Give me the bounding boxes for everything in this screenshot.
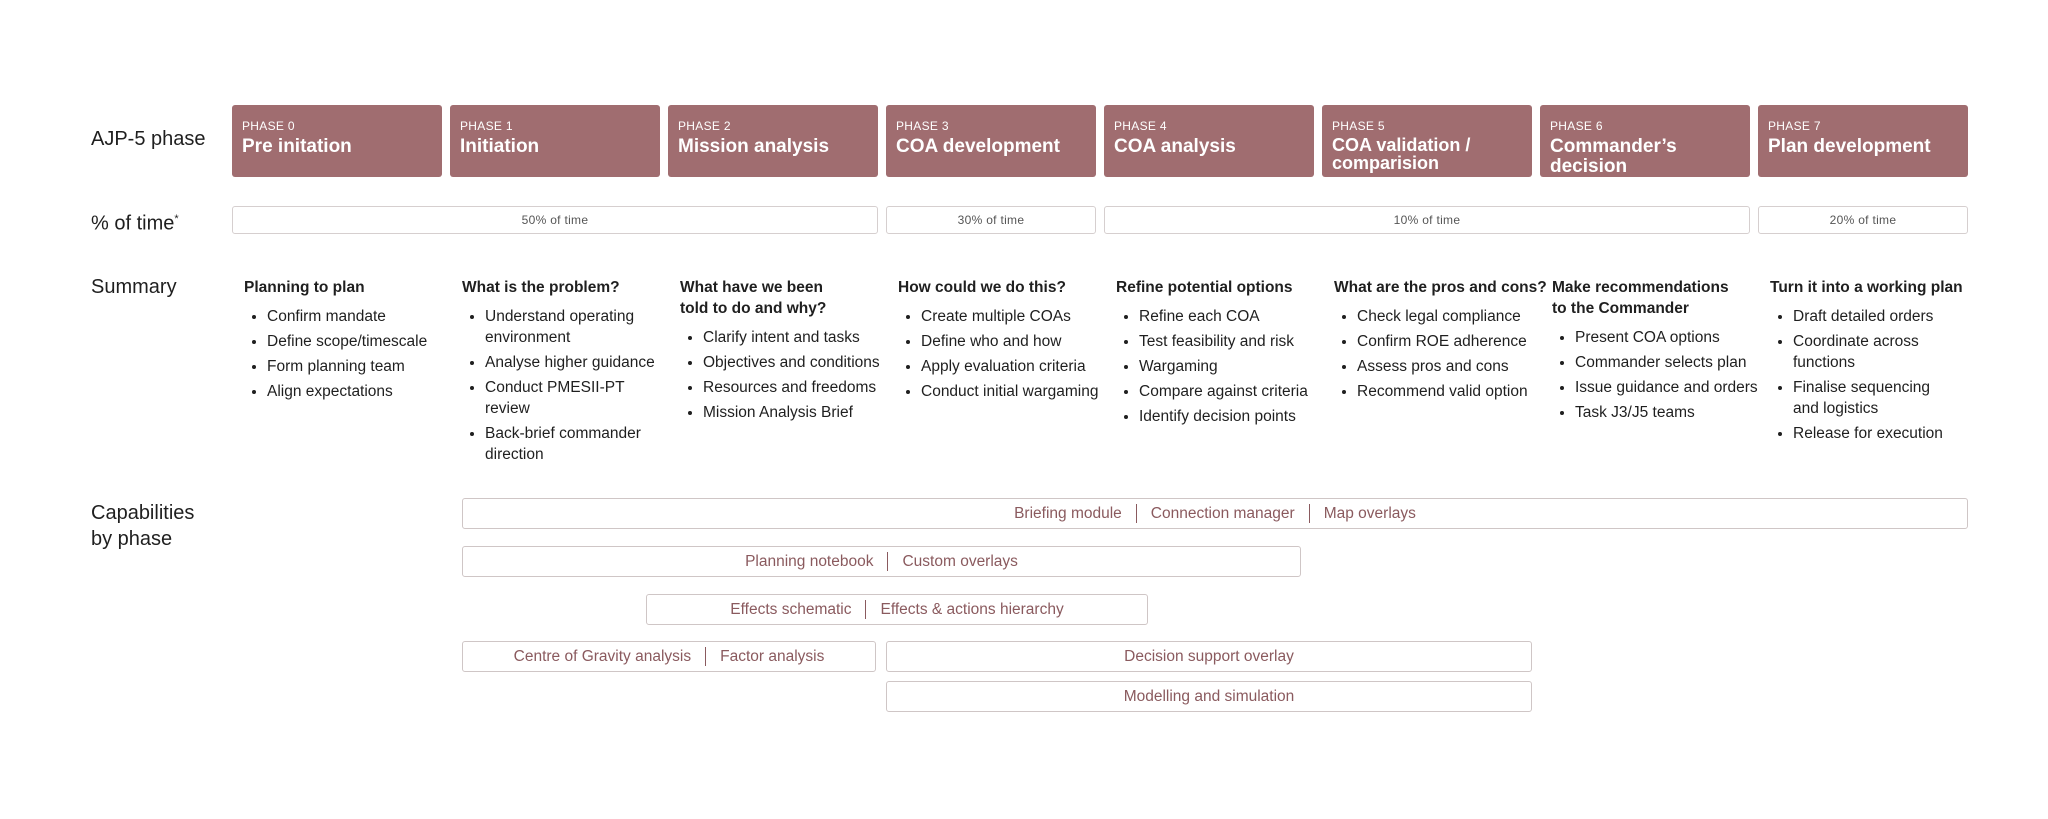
capability-briefing-module: Briefing module bbox=[1014, 504, 1122, 522]
summary-item: • Resources and freedoms bbox=[703, 377, 880, 398]
phase-number: PHASE 5 bbox=[1332, 119, 1385, 133]
row-label-capabilities bbox=[91, 500, 194, 552]
summary-list bbox=[1334, 306, 1549, 402]
capability-row-planning bbox=[462, 546, 1301, 577]
phase-name: Commander’s decision bbox=[1550, 136, 1677, 177]
phase-name: Plan development bbox=[1768, 136, 1931, 157]
phase-box-1 bbox=[450, 105, 660, 177]
summary-heading: How could we do this? bbox=[898, 279, 1066, 296]
phase-name: Pre initation bbox=[242, 136, 352, 157]
capability-custom-overlays: Custom overlays bbox=[902, 552, 1018, 570]
capability-separator bbox=[1136, 504, 1137, 523]
phase-name: COA analysis bbox=[1114, 136, 1236, 157]
phase-number: PHASE 4 bbox=[1114, 119, 1167, 133]
capability-modelling-simulation: Modelling and simulation bbox=[1123, 687, 1295, 705]
summary-phase-3 bbox=[898, 277, 1113, 406]
phase-box-5 bbox=[1322, 105, 1532, 177]
capability-centre-of-gravity: Centre of Gravity analysis bbox=[513, 647, 692, 665]
summary-list bbox=[1552, 327, 1767, 423]
phase-box-7 bbox=[1758, 105, 1968, 177]
summary-item: • Assess pros and cons bbox=[1357, 356, 1549, 377]
summary-phase-0 bbox=[244, 277, 459, 406]
capability-planning-notebook: Planning notebook bbox=[745, 552, 874, 570]
summary-item: • Release for execution bbox=[1793, 423, 1985, 444]
summary-item: • Recommend valid option bbox=[1357, 381, 1549, 402]
summary-item: • Commander selects plan bbox=[1575, 352, 1767, 373]
summary-item: • Conduct initial wargaming bbox=[921, 381, 1113, 402]
row-label-phase: AJP-5 phase bbox=[91, 128, 206, 150]
capability-connection-manager: Connection manager bbox=[1150, 504, 1295, 522]
summary-phase-4 bbox=[1116, 277, 1331, 431]
summary-heading: What are the pros and cons? bbox=[1334, 279, 1547, 296]
summary-item: • Task J3/J5 teams bbox=[1575, 402, 1767, 423]
summary-item: • Finalise sequencing and logistics bbox=[1793, 377, 1933, 419]
phase-name: COA validation / comparision bbox=[1332, 135, 1471, 173]
summary-phase-7 bbox=[1770, 277, 1985, 448]
summary-item: • Identify decision points bbox=[1139, 406, 1331, 427]
summary-heading: Turn it into a working plan bbox=[1770, 279, 1963, 296]
summary-item: • Define who and how bbox=[921, 331, 1113, 352]
summary-item: • Objectives and conditions bbox=[703, 352, 880, 373]
summary-item: • Wargaming bbox=[1139, 356, 1331, 377]
capability-separator bbox=[887, 552, 888, 571]
summary-phase-6 bbox=[1552, 277, 1767, 427]
summary-item: • Align expectations bbox=[267, 381, 459, 402]
capability-row-briefing bbox=[462, 498, 1968, 529]
summary-heading: Make recommendations to the Commander bbox=[1552, 279, 1729, 317]
time-label-text: % of time bbox=[91, 212, 175, 235]
phase-box-3 bbox=[886, 105, 1096, 177]
capability-effects-actions-hierarchy: Effects & actions hierarchy bbox=[880, 600, 1064, 618]
capability-row-modelling bbox=[886, 681, 1532, 712]
summary-item: • Form planning team bbox=[267, 356, 459, 377]
capabilities-label-line1: Capabilities bbox=[91, 502, 195, 524]
time-share-phases-0-2: 50% of time bbox=[232, 206, 878, 234]
summary-item: • Understand operating environment bbox=[485, 306, 662, 348]
phase-number: PHASE 6 bbox=[1550, 119, 1603, 133]
summary-phase-2 bbox=[680, 277, 880, 427]
capability-decision-support-overlay: Decision support overlay bbox=[1124, 647, 1294, 665]
summary-heading: Planning to plan bbox=[244, 279, 365, 296]
phase-number: PHASE 0 bbox=[242, 119, 295, 133]
phase-number: PHASE 1 bbox=[460, 119, 513, 133]
phase-name: COA development bbox=[896, 136, 1060, 157]
summary-item: • Draft detailed orders bbox=[1793, 306, 1985, 327]
time-share-phases-4-6: 10% of time bbox=[1104, 206, 1750, 234]
summary-phase-5 bbox=[1334, 277, 1549, 406]
capability-effects-schematic: Effects schematic bbox=[730, 600, 852, 618]
summary-item: • Compare against criteria bbox=[1139, 381, 1331, 402]
phase-box-2 bbox=[668, 105, 878, 177]
capability-map-overlays: Map overlays bbox=[1323, 504, 1416, 522]
summary-item: • Clarify intent and tasks bbox=[703, 327, 880, 348]
summary-list bbox=[1770, 306, 1985, 444]
phase-box-0 bbox=[232, 105, 442, 177]
summary-item: • Test feasibility and risk bbox=[1139, 331, 1331, 352]
phase-box-4 bbox=[1104, 105, 1314, 177]
capability-separator bbox=[1309, 504, 1310, 523]
time-label-footnote-mark: * bbox=[174, 213, 179, 225]
summary-item: • Conduct PMESII-PT review bbox=[485, 377, 662, 419]
summary-item: • Coordinate across functions bbox=[1793, 331, 1985, 373]
summary-item: • Mission Analysis Brief bbox=[703, 402, 880, 423]
capability-separator bbox=[705, 647, 706, 666]
phase-number: PHASE 7 bbox=[1768, 119, 1821, 133]
summary-list bbox=[244, 306, 459, 402]
summary-phase-1 bbox=[462, 277, 662, 469]
summary-item: • Define scope/timescale bbox=[267, 331, 459, 352]
capability-factor-analysis: Factor analysis bbox=[720, 647, 825, 665]
row-label-time bbox=[91, 206, 179, 237]
phase-number: PHASE 2 bbox=[678, 119, 731, 133]
summary-list bbox=[462, 306, 662, 465]
summary-item: • Issue guidance and orders bbox=[1575, 377, 1767, 398]
capabilities-label-line2: by phase bbox=[91, 528, 173, 550]
time-share-phase-7: 20% of time bbox=[1758, 206, 1968, 234]
summary-item: • Apply evaluation criteria bbox=[921, 356, 1113, 377]
capability-separator bbox=[865, 600, 866, 619]
phase-name: Initiation bbox=[460, 136, 540, 157]
capability-row-effects bbox=[646, 594, 1148, 625]
summary-item: • Confirm mandate bbox=[267, 306, 459, 327]
summary-item: • Create multiple COAs bbox=[921, 306, 1113, 327]
summary-heading: What is the problem? bbox=[462, 279, 620, 296]
summary-list bbox=[898, 306, 1113, 402]
capability-row-decision-support bbox=[886, 641, 1532, 672]
time-share-phase-3: 30% of time bbox=[886, 206, 1096, 234]
summary-heading: Refine potential options bbox=[1116, 279, 1293, 296]
summary-item: • Refine each COA bbox=[1139, 306, 1331, 327]
summary-list bbox=[680, 327, 880, 423]
summary-item: • Confirm ROE adherence bbox=[1357, 331, 1549, 352]
summary-heading: What have we been told to do and why? bbox=[680, 279, 827, 317]
summary-item: • Check legal compliance bbox=[1357, 306, 1549, 327]
capability-row-analysis bbox=[462, 641, 876, 672]
summary-list bbox=[1116, 306, 1331, 427]
phase-name: Mission analysis bbox=[678, 136, 830, 157]
phase-number: PHASE 3 bbox=[896, 119, 949, 133]
summary-item: • Back-brief commander direction bbox=[485, 423, 662, 465]
summary-item: • Analyse higher guidance bbox=[485, 352, 662, 373]
row-label-summary: Summary bbox=[91, 276, 177, 298]
summary-item: • Present COA options bbox=[1575, 327, 1767, 348]
phase-box-6 bbox=[1540, 105, 1750, 177]
